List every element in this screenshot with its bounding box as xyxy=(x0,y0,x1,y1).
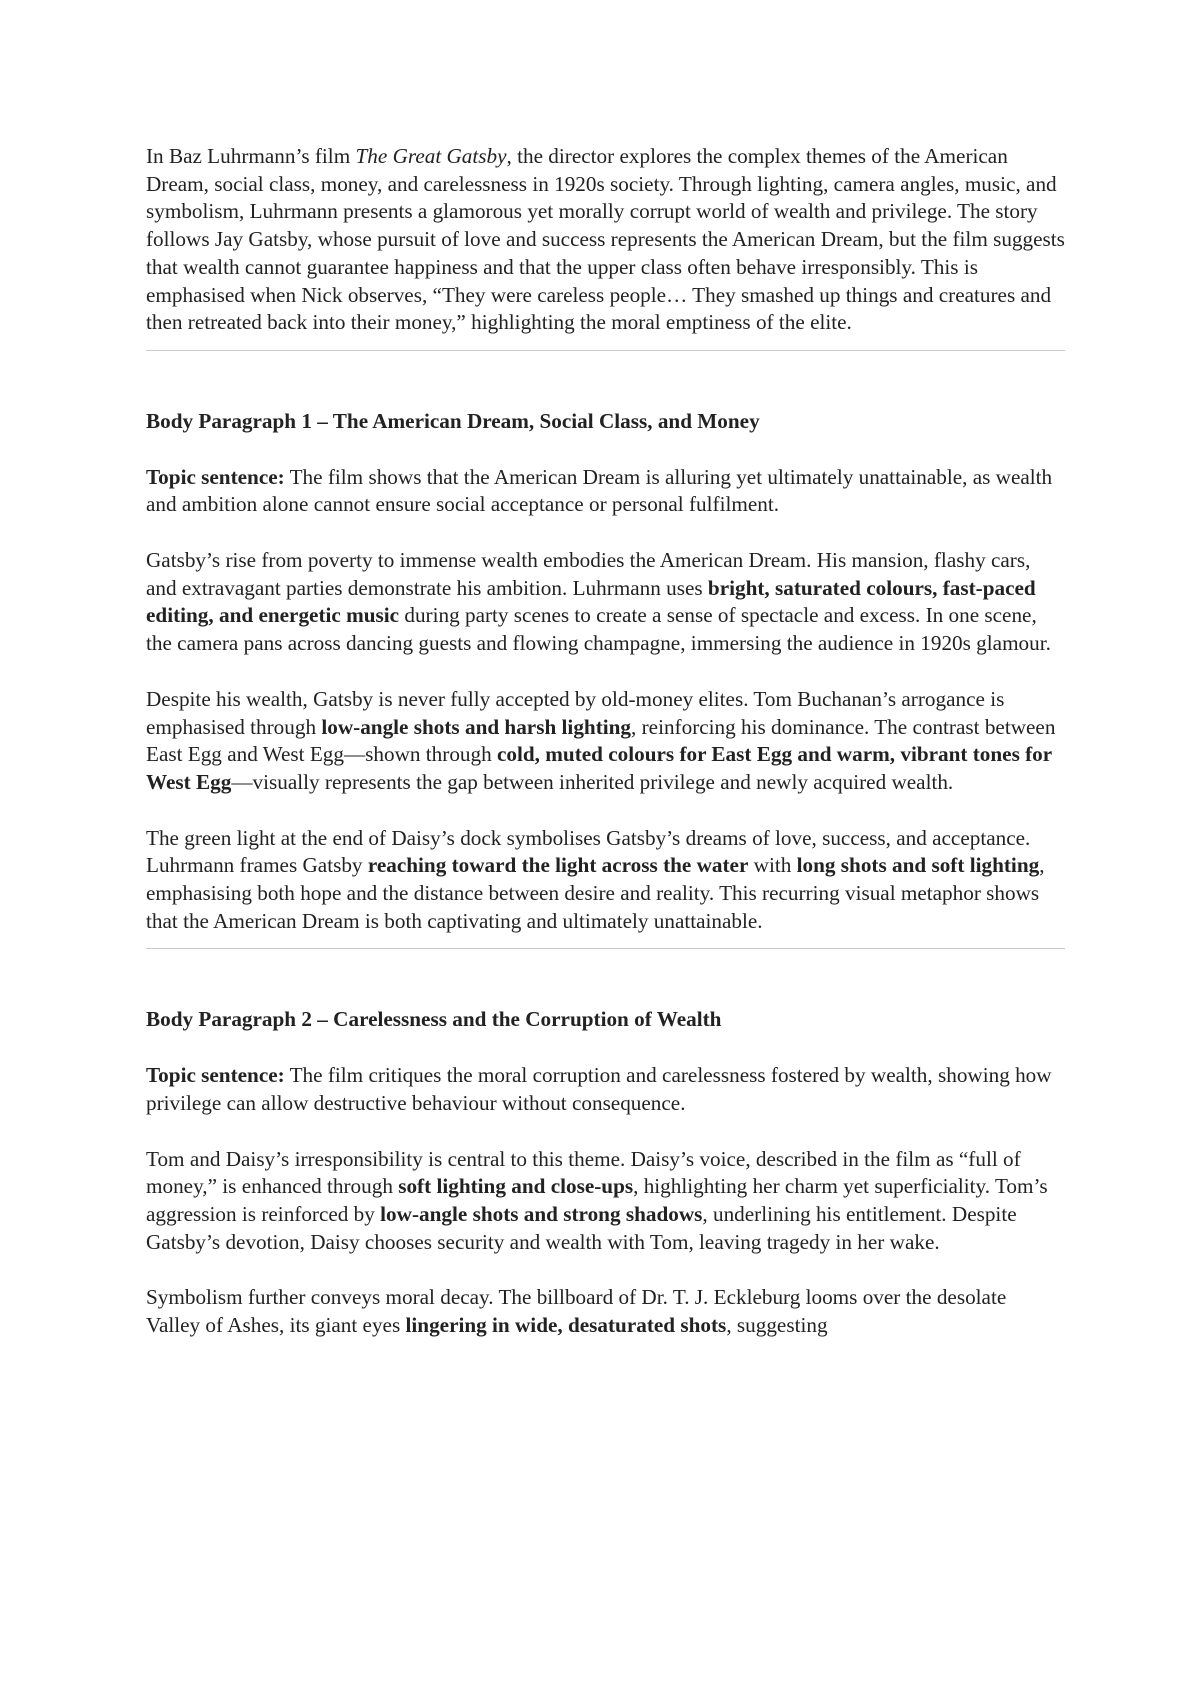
text-run: Despite his wealth, Gatsby is never fully accepted by old-money elites. Tom Buchanan’s arrogance is emphasised through xyxy=(146,686,1005,739)
section-divider xyxy=(146,948,1065,949)
body-paragraph xyxy=(146,825,1065,936)
body-paragraph xyxy=(146,686,1065,797)
body-paragraph xyxy=(146,1284,1065,1339)
bold-text: bright, saturated colours, fast-paced editing, and energetic music xyxy=(146,575,1036,628)
text-run: In Baz Luhrmann’s film xyxy=(146,144,356,168)
body-paragraph xyxy=(146,1146,1065,1257)
text-run: , emphasising both hope and the distance between desire and reality. This recurring visual metaphor shows that the American Dream is both captivating and ultimately unattainable. xyxy=(146,853,1045,933)
bold-text: low-angle shots and strong shadows xyxy=(380,1201,703,1226)
text-run: with xyxy=(748,853,797,878)
bold-text: long shots and soft lighting xyxy=(796,853,1040,878)
text-run: , reinforcing his dominance. The contrast between East Egg and West Egg—shown through xyxy=(146,714,1056,767)
topic-sentence-paragraph xyxy=(146,1062,1065,1117)
text-run: , highlighting her charm yet superficiality. Tom’s aggression is reinforced by xyxy=(146,1174,1048,1226)
body-paragraph xyxy=(146,547,1065,658)
text-run: during party scenes to create a sense of spectacle and excess. In one scene, the camera pans across dancing guests and flowing champagne, immersing the audience in 1920s glamour. xyxy=(146,603,1051,656)
bold-text: Topic sentence: xyxy=(146,464,285,489)
bold-text: cold, muted colours for East Egg and warm, vibrant tones for West Egg xyxy=(146,742,1052,794)
text-run: The green light at the end of Daisy’s dock symbolises Gatsby’s dreams of love, success, and acceptance. Luhrmann frames Gatsby xyxy=(146,825,1031,878)
section-heading: Body Paragraph 2 – Carelessness and the Corruption of Wealth xyxy=(146,1007,722,1032)
section-heading: Body Paragraph 1 – The American Dream, Social Class, and Money xyxy=(146,408,760,433)
text-run: , underlining his entitlement. Despite Gatsby’s devotion, Daisy chooses security and wealth with Tom, leaving tragedy in her wake. xyxy=(146,1201,1017,1254)
section-divider xyxy=(146,350,1065,351)
text-run: Gatsby’s rise from poverty to immense wealth embodies the American Dream. His mansion, flashy cars, and extravagant parties demonstrate his ambition. Luhrmann uses xyxy=(146,548,1031,600)
bold-text: soft lighting and close-ups xyxy=(398,1174,634,1199)
italic-text: The Great Gatsby xyxy=(355,144,507,168)
text-run: , suggesting xyxy=(726,1313,828,1338)
text-run: The film critiques the moral corruption and carelessness fostered by wealth, showing how privilege can allow destructive behaviour without consequence. xyxy=(146,1063,1052,1115)
intro-paragraph xyxy=(146,143,1065,337)
text-run: Symbolism further conveys moral decay. The billboard of Dr. T. J. Eckleburg looms over the desolate Valley of Ashes, its giant eyes xyxy=(146,1285,1007,1338)
bold-text: lingering in wide, desaturated shots xyxy=(405,1313,727,1338)
text-run: , the director explores the complex themes of the American Dream, social class, money, and carelessness in 1920s society. Through lighting, camera angles, music, and symbolism, Luhrmann presents a glamorous yet morally corrupt world of wealth and privilege. The story follows Jay Gatsby, whose pursuit of love and success represents the American Dream, but the film suggests that wealth cannot guarantee happiness and that the upper class often behave irresponsibly. This is emphasised when Nick observes, “They were careless people… They smashed up things and creatures and then retreated back into their money,” highlighting the moral emptiness of the elite. xyxy=(146,144,1065,335)
text-run: Tom and Daisy’s irresponsibility is central to this theme. Daisy’s voice, described in the film as “full of money,” is enhanced through xyxy=(146,1146,1021,1199)
topic-sentence-paragraph xyxy=(146,464,1065,519)
text-run: —visually represents the gap between inherited privilege and newly acquired wealth. xyxy=(231,769,954,794)
bold-text: low-angle shots and harsh lighting xyxy=(321,714,632,739)
text-run: The film shows that the American Dream is alluring yet ultimately unattainable, as wealth and ambition alone cannot ensure social acceptance or personal fulfilment. xyxy=(146,464,1053,517)
bold-text: Topic sentence: xyxy=(146,1063,285,1088)
bold-text: reaching toward the light across the water xyxy=(367,853,749,878)
